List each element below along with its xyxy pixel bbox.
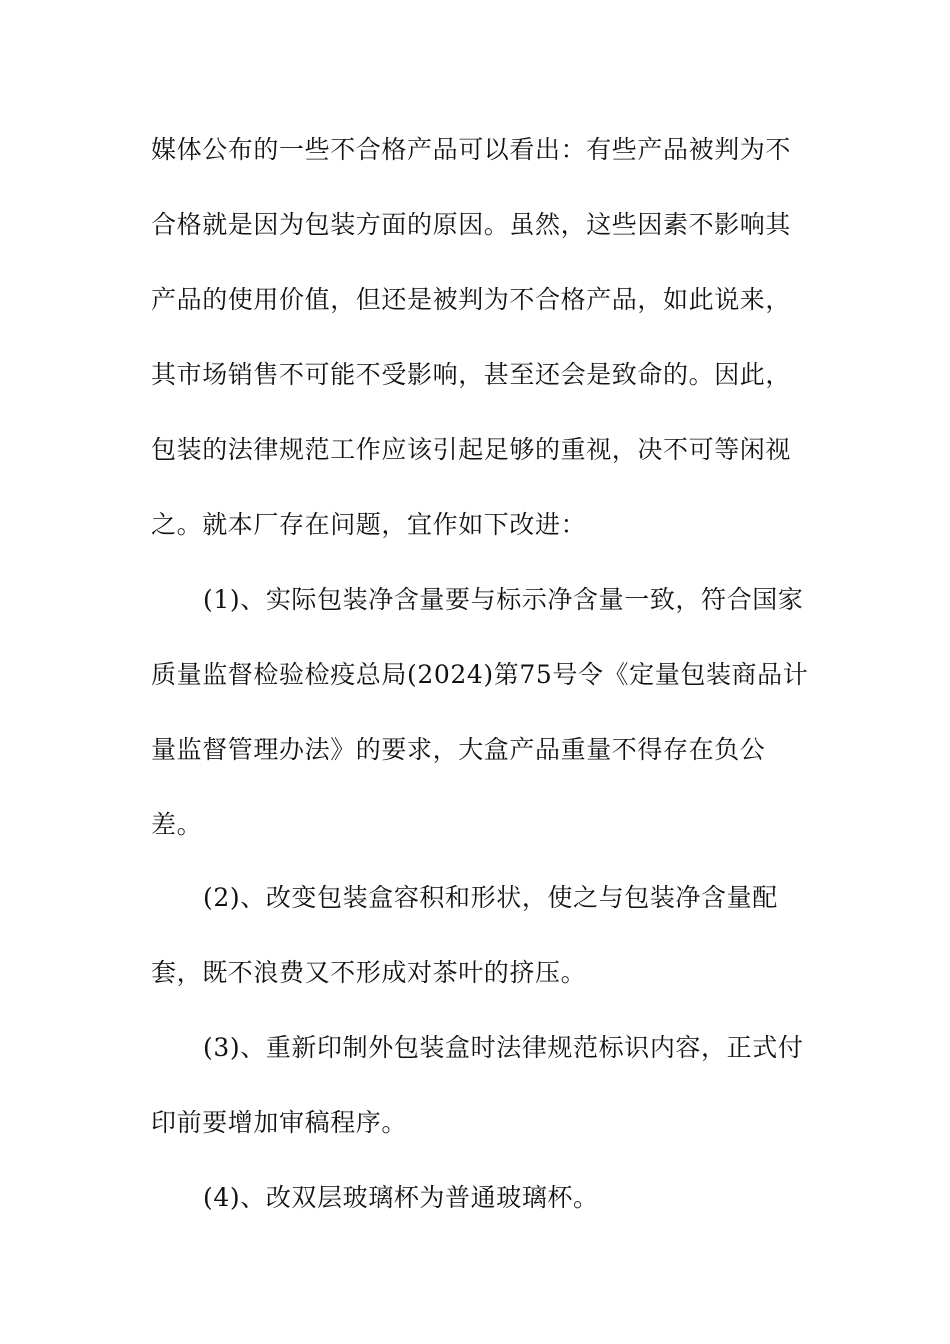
text-line: 其市场销售不可能不受影响，甚至还会是致命的。因此，	[151, 360, 792, 389]
text-line: 印前要增加审稿程序。	[151, 1108, 408, 1137]
text-line: 之。就本厂存在问题，宜作如下改进：	[151, 510, 587, 539]
list-item-2: (2)、改变包装盒容积和形状，使之与包装净含量配	[203, 883, 778, 912]
list-item-4: (4)、改双层玻璃杯为普通玻璃杯。	[203, 1183, 599, 1212]
text-line: 质量监督检验检疫总局(2024)第75号令《定量包装商品计	[151, 660, 809, 689]
text-line: 产品的使用价值，但还是被判为不合格产品，如此说来，	[151, 285, 792, 314]
text-line: 媒体公布的一些不合格产品可以看出：有些产品被判为不	[151, 135, 792, 164]
text-line: 合格就是因为包装方面的原因。虽然，这些因素不影响其	[151, 210, 792, 239]
text-line: 量监督管理办法》的要求，大盒产品重量不得存在负公	[151, 735, 766, 764]
list-item-1: (1)、实际包装净含量要与标示净含量一致，符合国家	[203, 585, 804, 614]
text-line: 差。	[151, 810, 203, 839]
text-line: 套，既不浪费又不形成对茶叶的挤压。	[151, 958, 587, 987]
list-item-3: (3)、重新印制外包装盒时法律规范标识内容，正式付	[203, 1033, 804, 1062]
text-line: 包装的法律规范工作应该引起足够的重视，决不可等闲视	[151, 435, 792, 464]
